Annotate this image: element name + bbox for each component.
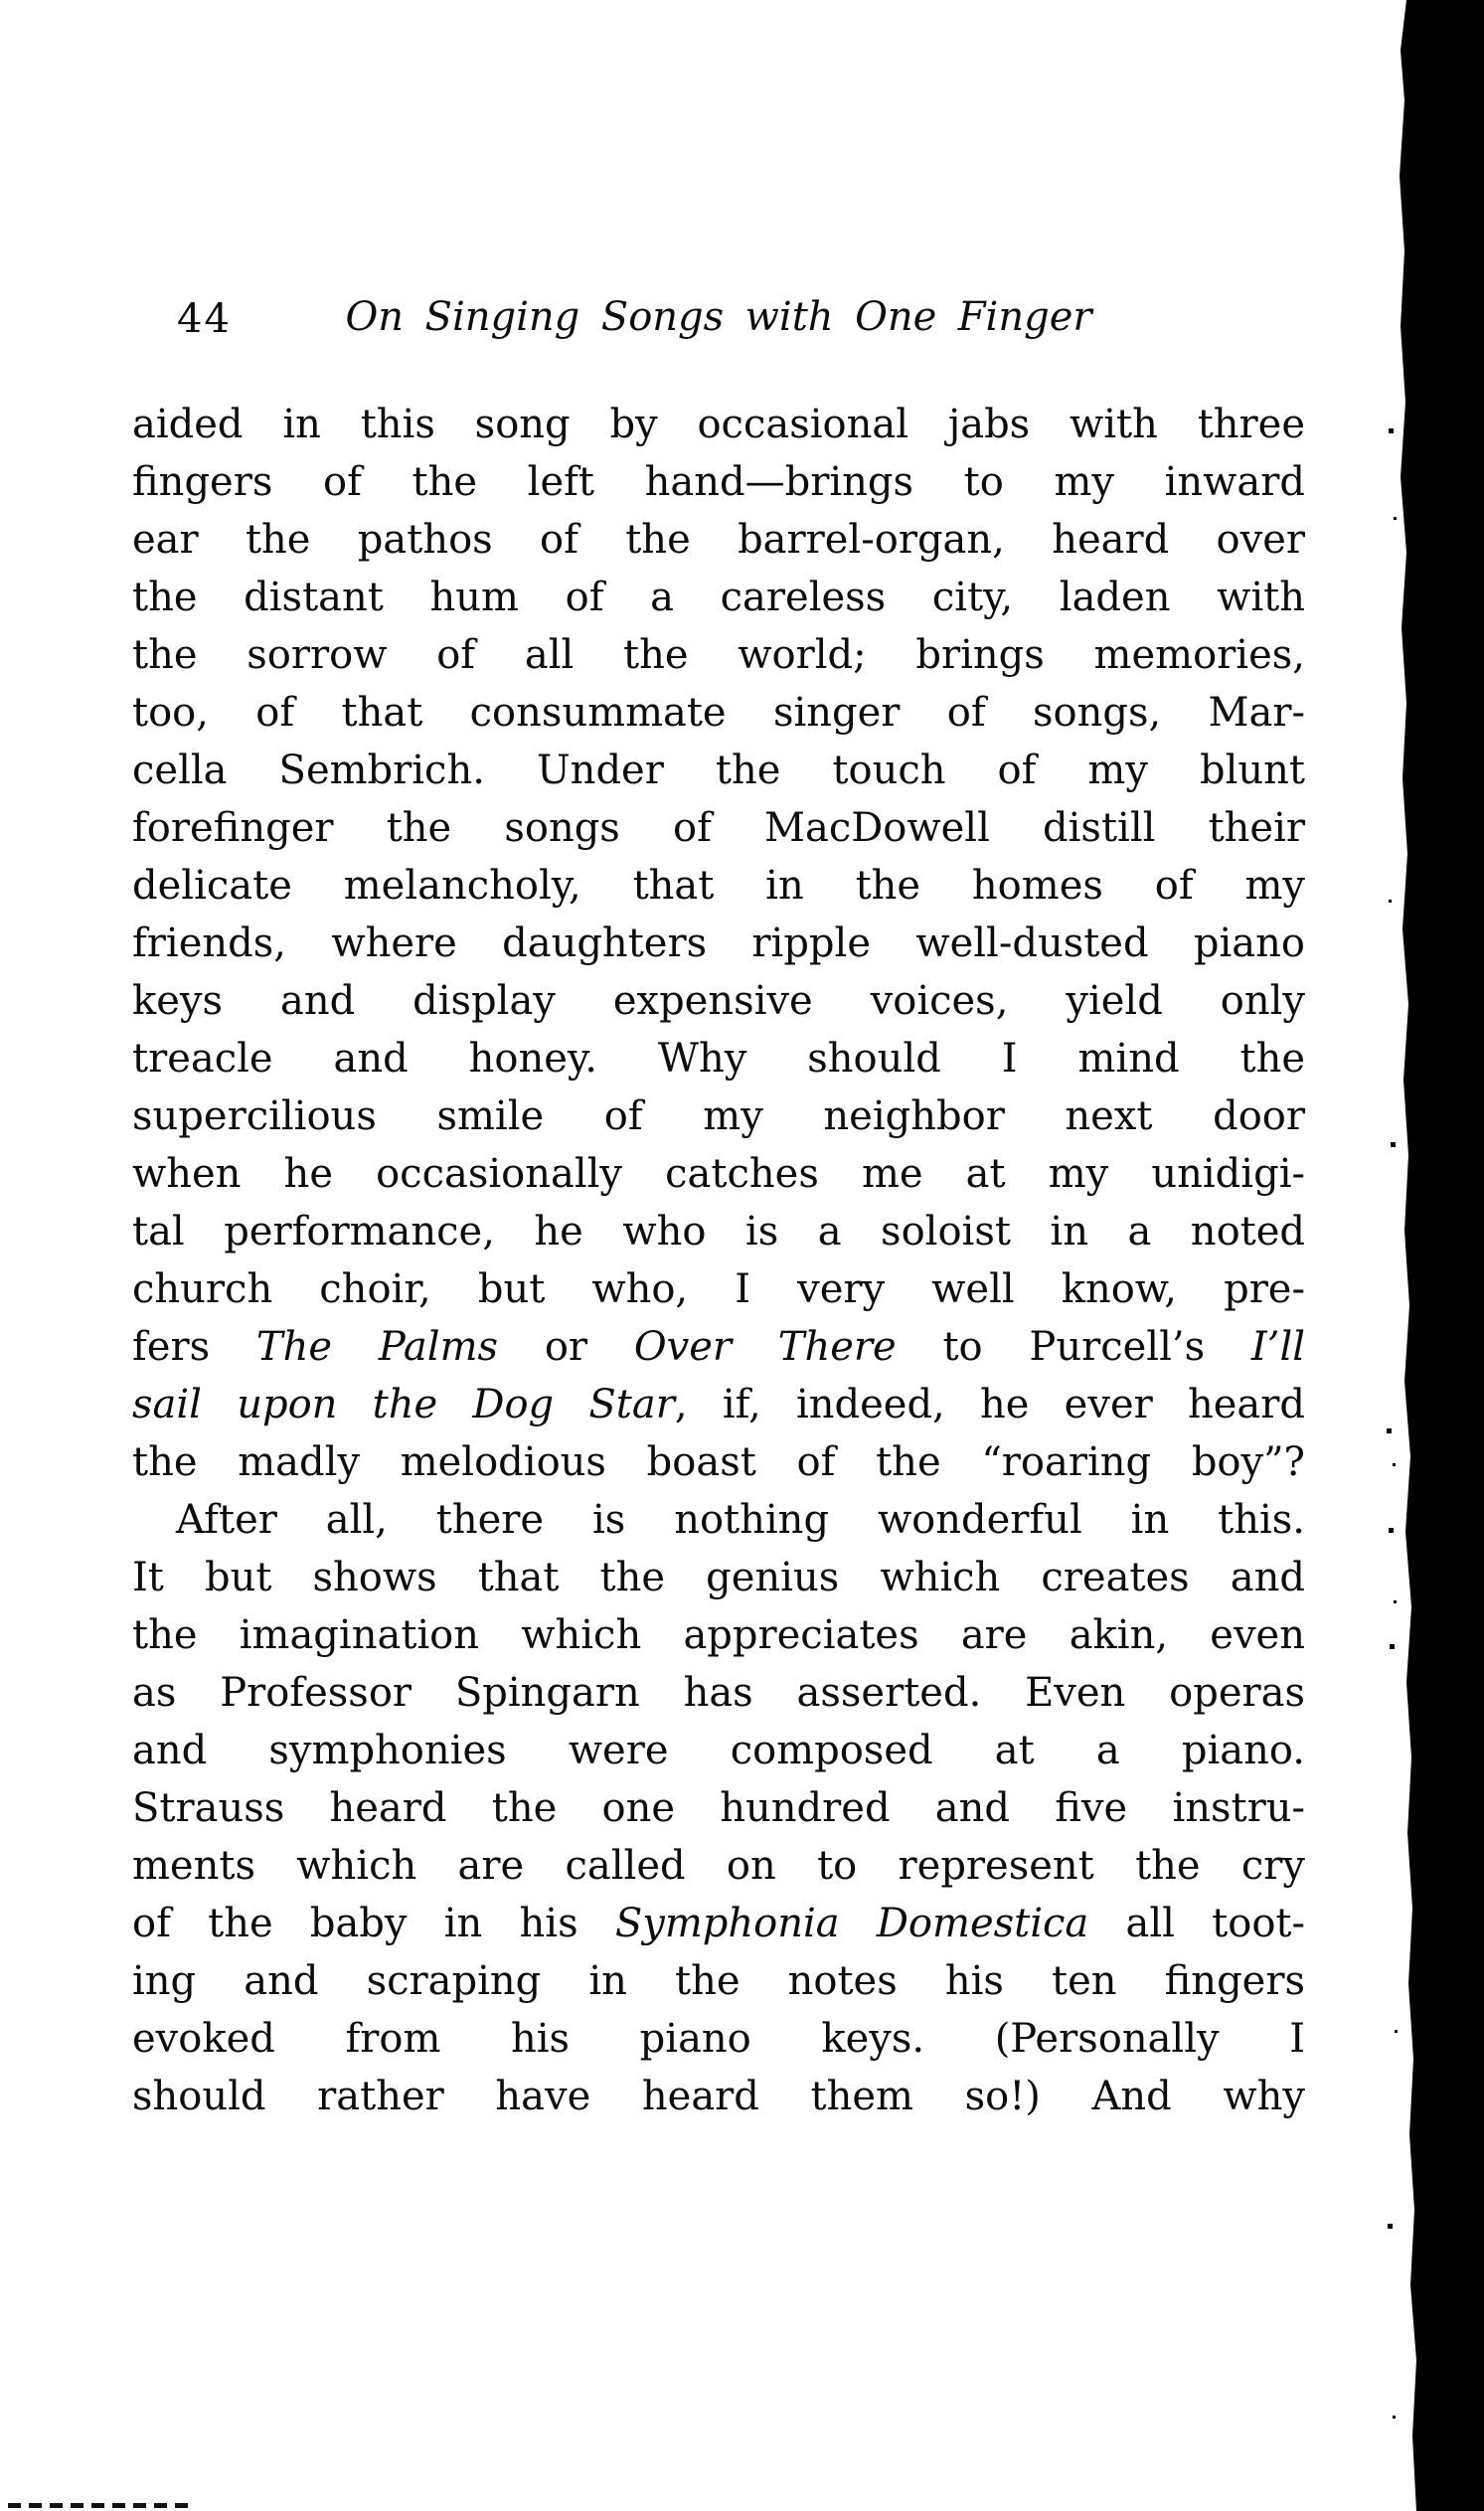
body-line [132,857,1305,915]
body-line [132,2068,1305,2125]
text-segment: Strauss heard the one hundred and five instru- [132,1785,1305,1831]
scan-binding-bar [1399,0,1484,2511]
text-segment: of the baby in his [132,1901,615,1946]
italic-text-segment: sail upon the Dog Star [132,1382,675,1427]
body-line [132,1145,1305,1203]
text-segment: forefinger the songs of MacDowell distill their [132,805,1305,851]
scan-dashed-line [8,2503,191,2508]
italic-text-segment: Symphonia Domestica [614,1901,1089,1946]
body-line [132,1606,1305,1664]
text-segment: or [498,1324,634,1370]
body-line [132,972,1305,1030]
body-line [132,1895,1305,1952]
body-line [132,569,1305,626]
text-segment: cella Sembrich. Under the touch of my blunt [132,748,1305,793]
text-segment: ments which are called on to represent the cry [132,1843,1305,1889]
italic-text-segment: I’ll [1250,1324,1305,1370]
scan-speckles [0,0,3,3]
text-segment: church choir, but who, I very well know, pre- [132,1266,1305,1312]
body-line [132,2010,1305,2068]
text-segment: as Professor Spingarn has asserted. Even operas [132,1670,1305,1716]
page-number: 44 [177,296,232,342]
body-line [132,511,1305,569]
text-segment: After all, there is nothing wonderful in this. [176,1497,1305,1543]
italic-text-segment: Over There [633,1324,897,1370]
text-segment: supercilious smile of my neighbor next door [132,1093,1305,1139]
body-line [132,1088,1305,1145]
text-segment: fers [132,1324,256,1370]
text-segment: should rather have heard them so!) And why [132,2074,1305,2119]
text-segment: and symphonies were composed at a piano. [132,1728,1305,1773]
text-segment: friends, where daughters ripple well-dusted piano [132,921,1305,966]
paragraph [132,396,1305,1491]
text-segment: ear the pathos of the barrel-organ, heard over [132,517,1305,563]
body-line [132,1779,1305,1837]
text-segment: the sorrow of all the world; brings memories, [132,632,1305,678]
paragraph [132,1491,1305,2125]
text-segment: , if, indeed, he ever heard [674,1382,1305,1427]
body-line [132,1203,1305,1260]
text-segment: the distant hum of a careless city, laden with [132,575,1305,620]
text-segment: all toot- [1088,1901,1305,1946]
body-line [132,1318,1305,1376]
body-line [132,453,1305,511]
body-line [132,915,1305,972]
body-line [132,1549,1305,1606]
body-line [132,1952,1305,2010]
text-segment: tal performance, he who is a soloist in a noted [132,1209,1305,1255]
body-line [132,1664,1305,1722]
text-segment: delicate melancholy, that in the homes of my [132,863,1305,909]
text-segment: the madly melodious boast of the “roaring boy”? [132,1439,1305,1485]
text-segment: treacle and honey. Why should I mind the [132,1036,1305,1082]
text-segment: the imagination which appreciates are akin, even [132,1612,1305,1658]
body-line [132,799,1305,857]
body-line [132,396,1305,453]
body-line [132,1030,1305,1088]
body-line [132,1491,1305,1549]
body-line [132,1837,1305,1895]
body-line [132,1433,1305,1491]
running-header [132,289,1305,349]
text-segment: keys and display expensive voices, yield only [132,978,1305,1024]
body-text [132,396,1305,2125]
text-segment: fingers of the left hand—brings to my inward [132,459,1305,505]
body-line [132,684,1305,742]
text-segment: ing and scraping in the notes his ten fingers [132,1958,1305,2004]
running-header-title: On Singing Songs with One Finger [345,294,1092,340]
text-segment: It but shows that the genius which creates and [132,1555,1305,1600]
italic-text-segment: The Palms [255,1324,499,1370]
body-line [132,626,1305,684]
body-line [132,1376,1305,1433]
body-line [132,742,1305,799]
text-segment: to Purcell’s [896,1324,1251,1370]
body-line [132,1260,1305,1318]
text-segment: when he occasionally catches me at my unidigi- [132,1151,1305,1197]
text-segment: evoked from his piano keys. (Personally I [132,2016,1305,2062]
text-segment: aided in this song by occasional jabs with three [132,402,1305,447]
body-line [132,1722,1305,1779]
text-segment: too, of that consummate singer of songs, Mar- [132,690,1305,736]
